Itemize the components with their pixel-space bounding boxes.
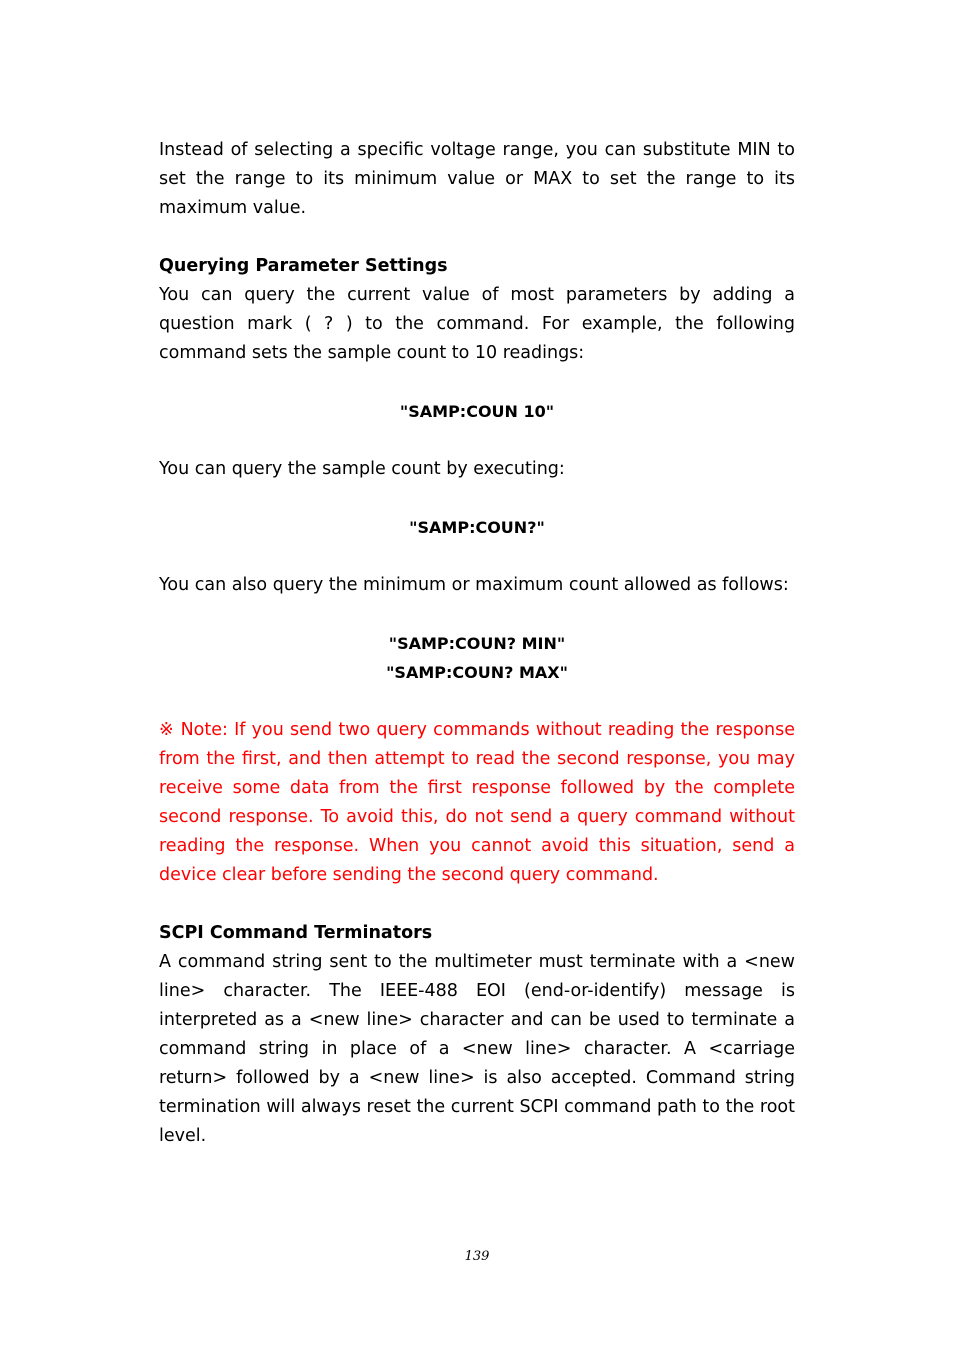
spacer (159, 687, 795, 716)
note-text: Note: If you send two query commands without reading the response from the first, and then attempt to read the second response, you may receive some data from the first response followed by the complete second response. To avoid this, do not send a query command without reading the response. When you cannot avoid this situation, send a device clear before sending the second query command. (159, 720, 795, 885)
example-set-command: "SAMP:COUN 10" (399, 402, 555, 421)
spacer (159, 368, 795, 397)
querying-heading: Querying Parameter Settings (159, 256, 448, 276)
spacer (159, 600, 795, 629)
page-number: 139 (464, 1249, 490, 1264)
note-symbol: ※ (159, 720, 175, 740)
example-min-command: "SAMP:COUN? MIN" (388, 634, 566, 653)
querying-intro-paragraph: You can query the current value of most parameters by adding a question mark ( ? ) to the command. For example, the following command sets the sample count to 10 readings: (159, 285, 795, 363)
example-max-command: "SAMP:COUN? MAX" (386, 663, 568, 682)
terminators-paragraph: A command string sent to the multimeter must terminate with a <new line> character. The IEEE-488 EOI (end-or-identify) message is interpreted as a <new line> character and can be used to terminate a command string in place of a <new line> character. A <carriage return> followed by a <new line> is also accepted. Command string termination will always reset the current SCPI command path to the root level. (159, 952, 795, 1146)
intro-paragraph: Instead of selecting a specific voltage range, you can substitute MIN to set the range to its minimum value or MAX to set the range to its maximum value. (159, 140, 795, 218)
terminators-heading: SCPI Command Terminators (159, 923, 433, 943)
spacer (159, 223, 795, 252)
query-intro-paragraph: You can query the sample count by executing: (159, 459, 565, 479)
spacer (159, 426, 795, 455)
minmax-intro-paragraph: You can also query the minimum or maximum count allowed as follows: (159, 575, 789, 595)
note-paragraph (159, 716, 795, 890)
spacer (159, 542, 795, 571)
spacer (159, 890, 795, 919)
page-content (159, 136, 795, 1151)
example-query-command: "SAMP:COUN?" (409, 518, 545, 537)
spacer (159, 484, 795, 513)
